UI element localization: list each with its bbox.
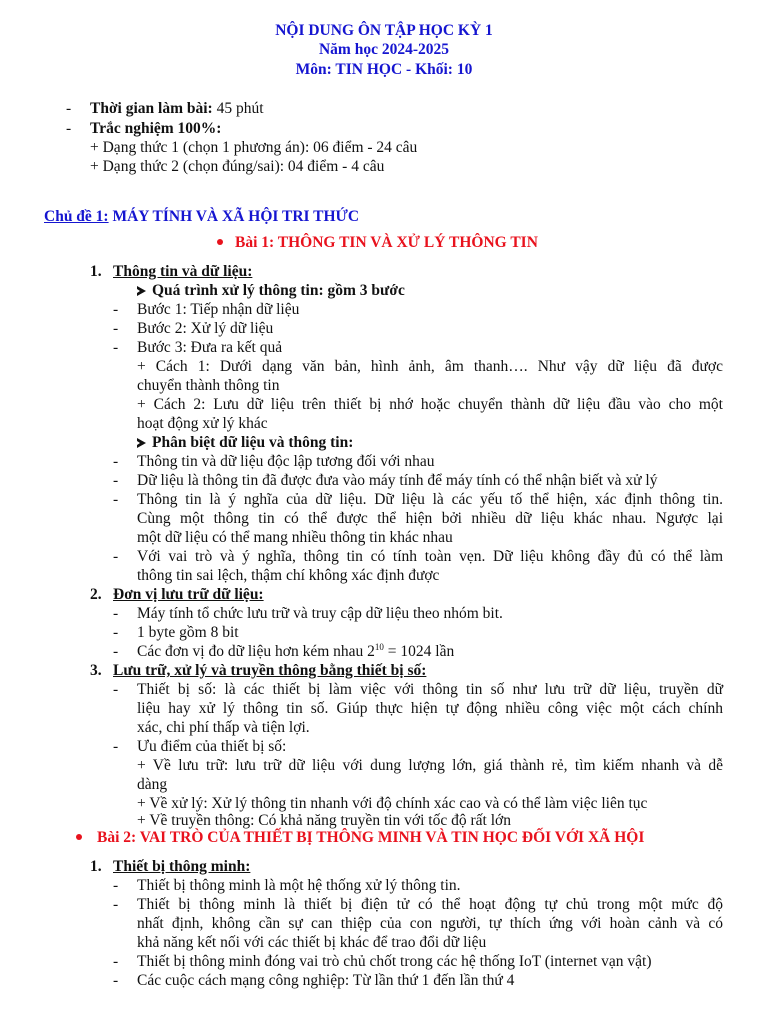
arrow-icon [137, 438, 146, 448]
subheading: Phân biệt dữ liệu và thông tin: [137, 433, 353, 452]
dash-bullet: - [66, 120, 72, 137]
paragraph-line: một dữ liệu có thể mang nhiều thông tin khác nhau [137, 529, 453, 546]
section-number: 1. [90, 263, 102, 280]
subheading: Quá trình xử lý thông tin: gồm 3 bước [137, 281, 405, 300]
paragraph-line: khả năng kết nối với các thiết bị khác để trao đổi dữ liệu [137, 934, 487, 951]
arrow-icon [137, 286, 146, 296]
list-item: Bước 2: Xử lý dữ liệu [137, 320, 274, 337]
paragraph-line: dàng [137, 776, 168, 793]
list-item: Thông tin là ý nghĩa của dữ liệu. Dữ liệu là các yếu tố thể hiện, xác định thông tin. [137, 491, 723, 508]
lesson2-title: Bài 2: VAI TRÒ CỦA THIẾT BỊ THÔNG MINH VÀ TIN HỌC ĐỐI VỚI XÃ HỘI [97, 829, 645, 846]
paragraph-line: + Về lưu trữ: lưu trữ dữ liệu với dung lượng lớn, giá thành rẻ, tìm kiếm nhanh và dễ [137, 757, 723, 774]
exam-time [90, 99, 264, 118]
list-item: Bước 3: Đưa ra kết quả [137, 339, 283, 356]
list-item: Thiết bị số: là các thiết bị làm việc với thông tin số như lưu trữ dữ liệu, truyền dữ [137, 681, 723, 698]
list-item: Thông tin và dữ liệu độc lập tương đối với nhau [137, 453, 435, 470]
dash-bullet: - [66, 100, 72, 117]
exam-time-label: Thời gian làm bài: [90, 100, 213, 117]
list-item: Ưu điểm của thiết bị số: [137, 738, 287, 755]
list-item: Các cuộc cách mạng công nghiệp: Từ lần thứ 1 đến lần thứ 4 [137, 972, 515, 989]
section-number: 3. [90, 662, 102, 679]
list-item: Bước 1: Tiếp nhận dữ liệu [137, 301, 300, 318]
paragraph-line: chuyển thành thông tin [137, 377, 280, 394]
paragraph-line: + Cách 1: Dưới dạng văn bản, hình ảnh, âm thanh…. Như vậy dữ liệu đã được [137, 358, 723, 375]
list-item: Máy tính tổ chức lưu trữ và truy cập dữ liệu theo nhóm bit. [137, 605, 503, 622]
school-year: Năm học 2024-2025 [318, 41, 450, 58]
section-title: Lưu trữ, xử lý và truyền thông bằng thiết bị số: [113, 662, 427, 679]
topic-title: MÁY TÍNH VÀ XÃ HỘI TRI THỨC [108, 208, 360, 225]
exam-type1: + Dạng thức 1 (chọn 1 phương án): 06 điểm - 24 câu [90, 139, 418, 156]
section-title: Đơn vị lưu trữ dữ liệu: [113, 586, 264, 603]
bullet-dot [76, 834, 82, 840]
paragraph-line: hoạt động xử lý khác [137, 415, 268, 432]
paragraph-line: Cùng một thông tin có thể được thể hiện bởi nhiều dữ liệu khác nhau. Ngược lại [137, 510, 723, 527]
section-title: Thông tin và dữ liệu: [113, 263, 253, 280]
section-title: Thiết bị thông minh: [113, 858, 251, 875]
exam-time-value: 45 phút [212, 100, 264, 117]
list-item: Thiết bị thông minh là một hệ thống xử lý thông tin. [137, 877, 461, 894]
exam-type2: + Dạng thức 2 (chọn đúng/sai): 04 điểm - 4 câu [90, 158, 385, 175]
section-number: 2. [90, 586, 102, 603]
list-item: Dữ liệu là thông tin đã được đưa vào máy tính để máy tính có thể nhận biết và xử lý [137, 472, 658, 489]
subject-line: Môn: TIN HỌC - Khối: 10 [295, 61, 473, 78]
exam-mcq: Trắc nghiệm 100%: [90, 120, 222, 137]
list-item: Thiết bị thông minh đóng vai trò chủ chốt trong các hệ thống IoT (internet vạn vật) [137, 953, 652, 970]
paragraph-line: + Về truyền thông: Có khả năng truyền tin với tốc độ rất lớn [137, 812, 511, 829]
paragraph-line: thông tin sai lệch, thậm chí không xác định được [137, 567, 440, 584]
bullet-dot [217, 239, 223, 245]
list-item: Các đơn vị đo dữ liệu hơn kém nhau $2^{10} = 1024$ lần [137, 641, 455, 660]
topic-heading [44, 207, 359, 226]
paragraph-line: xác, chi phí thấp và tiện lợi. [137, 719, 310, 736]
paragraph-line: + Cách 2: Lưu dữ liệu trên thiết bị nhớ hoặc chuyển thành dữ liệu đầu vào cho một [137, 396, 723, 413]
topic-label: Chủ đề 1: [44, 208, 109, 225]
document-page: NỘI DUNG ÔN TẬP HỌC KỲ 1 Năm học 2024-2025 Môn: TIN HỌC - Khối: 10 - Thời gian làm bài: 45 phút - Trắc nghiệm 100%: + Dạng thức 1 (chọn 1 phương án): 06 điểm - 24 câu + Dạng thức 2 (chọn đúng/sai): 04 điểm - 4 câu Chủ đề 1: MÁY TÍNH VÀ XÃ HỘI TRI THỨC Bài 1: THÔNG TIN VÀ XỬ LÝ THÔNG TIN 1. Thông tin và dữ liệu: Quá trình xử lý thông tin: gồm 3 bước - Bước 1: Tiếp nhận dữ liệu - Bước 2: Xử lý dữ liệu - Bước 3: Đưa ra kết quả + Cách 1: Dưới dạng văn bản, hình ảnh, âm thanh…. Như vậy dữ liệu đã được chuyển thành thông tin + Cách 2: Lưu dữ liệu trên thiết bị nhớ hoặc chuyển thành dữ liệu đầu vào cho một hoạt động xử lý khác Phân biệt dữ liệu và thông tin: - Thông tin và dữ liệu độc lập tương đối với nhau - Dữ liệu là thông tin đã được đưa vào máy tính để máy tính có thể nhận biết và xử lý - Thông tin là ý nghĩa của dữ liệu. Dữ liệu là các yếu tố thể hiện, xác định thông tin. Cùng một thông tin có thể được thể hiện bởi nhiều dữ liệu khác nhau. Ngược lại một dữ liệu có thể mang nhiều thông tin khác nhau - Với vai trò và ý nghĩa, thông tin có tính toàn vẹn. Dữ liệu không đầy đủ có thể làm thông tin sai lệch, thậm chí không xác định được 2. Đơn vị lưu trữ dữ liệu: - Máy tính tổ chức lưu trữ và truy cập dữ liệu theo nhóm bit. - 1 byte gồm 8 bit - Các đơn vị đo dữ liệu hơn kém nhau $2^{10} = 1024$ lần 3. Lưu trữ, xử lý và truyền thông bằng thiết bị số: - Thiết bị số: là các thiết bị làm việc với thông tin số như lưu trữ dữ liệu, truyền dữ liệu hay xử lý thông tin số. Giúp thực hiện tự động nhiều công việc một cách chính xác, chi phí thấp và tiện lợi. - Ưu điểm của thiết bị số: + Về lưu trữ: lưu trữ dữ liệu với dung lượng lớn, giá thành rẻ, tìm kiếm nhanh và dễ dàng + Về xử lý: Xử lý thông tin nhanh với độ chính xác cao và có thể làm việc liên tục + Về truyền thông: Có khả năng truyền tin với tốc độ rất lớn Bài 2: VAI TRÒ CỦA THIẾT BỊ THÔNG MINH VÀ TIN HỌC ĐỐI VỚI XÃ HỘI 1. Thiết bị thông minh: - Thiết bị thông minh là một hệ thống xử lý thông tin. - Thiết bị thông minh là thiết bị điện tử có thể hoạt động tự chủ trong một mức độ nhất định, không cần sự can thiệp của con người, tự thích ứng với hoàn cảnh và có khả năng kết nối với các thiết bị khác để trao đổi dữ liệu - Thiết bị thông minh đóng vai trò chủ chốt trong các hệ thống IoT (internet vạn vật) - Các cuộc cách mạng công nghiệp: Từ lần thứ 1 đến lần thứ 4 [0, 0, 768, 1024]
list-item: Với vai trò và ý nghĩa, thông tin có tính toàn vẹn. Dữ liệu không đầy đủ có thể làm [137, 548, 723, 565]
paragraph-line: liệu hay xử lý thông tin số. Giúp thực hiện tự động nhiều công việc một cách chính [137, 700, 723, 717]
doc-title: NỘI DUNG ÔN TẬP HỌC KỲ 1 [275, 22, 493, 39]
section-number: 1. [90, 858, 102, 875]
lesson1-title: Bài 1: THÔNG TIN VÀ XỬ LÝ THÔNG TIN [235, 234, 538, 251]
list-item: 1 byte gồm 8 bit [137, 624, 239, 641]
paragraph-line: nhất định, không cần sự can thiệp của con người, tự thích ứng với hoàn cảnh và có [137, 915, 723, 932]
list-item: Thiết bị thông minh là thiết bị điện tử có thể hoạt động tự chủ trong một mức độ [137, 896, 723, 913]
paragraph-line: + Về xử lý: Xử lý thông tin nhanh với độ chính xác cao và có thể làm việc liên tục [137, 795, 648, 812]
